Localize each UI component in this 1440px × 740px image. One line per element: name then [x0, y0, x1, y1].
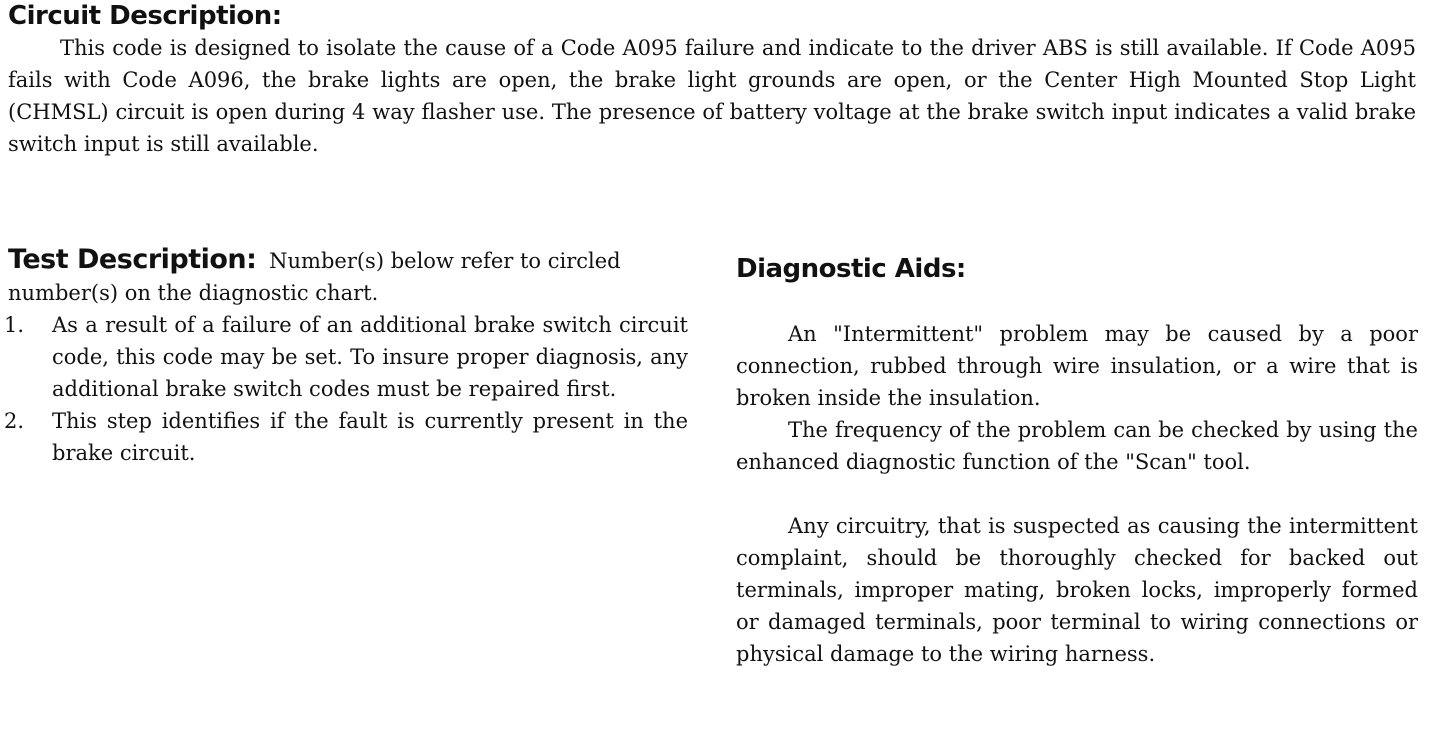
test-description-heading: Test Description: [8, 244, 257, 275]
diagnostic-aids-heading: Diagnostic Aids: [736, 254, 966, 284]
circuit-description-section [8, 0, 1416, 160]
paragraph-spacer [736, 478, 1418, 510]
test-step-item [4, 309, 688, 405]
test-step-number: 1. [4, 313, 25, 337]
circuit-description-text: This code is designed to isolate the cause of a Code A095 failure and indicate to the driver ABS is still available. If Code A095 fails with Code A096, the brake lights are open, the brake light grounds are open, or the Center High Mounted Stop Light (CHMSL) circuit is open during 4 way flasher use. The presence of battery voltage at the brake switch input indicates a valid brake switch input is still available. [8, 36, 1416, 156]
diagnostic-aids-paragraph: Any circuitry, that is suspected as causing the intermittent complaint, should be thoroughly checked for backed out terminals, improper mating, broken locks, improperly formed or damaged terminals, poor terminal to wiring connections or physical damage to the wiring harness. [736, 514, 1418, 666]
test-description-section [4, 244, 688, 469]
test-description-intro: Number(s) below refer to circled number(s) on the diagnostic chart. [8, 249, 621, 305]
test-step-text: This step identifies if the fault is currently present in the brake circuit. [52, 409, 688, 465]
diagnostic-aids-paragraph: The frequency of the problem can be checked by using the enhanced diagnostic function of the "Scan" tool. [736, 418, 1418, 474]
circuit-description-heading: Circuit Description: [8, 1, 282, 31]
test-step-text: As a result of a failure of an additional brake switch circuit code, this code may be set. To insure proper diagnosis, any additional brake switch codes must be repaired first. [52, 313, 688, 401]
test-step-number: 2. [4, 409, 25, 433]
diagnostic-aids-section [736, 250, 1418, 670]
test-step-item [4, 405, 688, 469]
test-description-lead [8, 244, 688, 309]
diagnostic-aids-paragraph: An "Intermittent" problem may be caused by a poor connection, rubbed through wire insulation, or a wire that is broken inside the insulation. [736, 322, 1418, 410]
test-steps-list [4, 309, 688, 469]
